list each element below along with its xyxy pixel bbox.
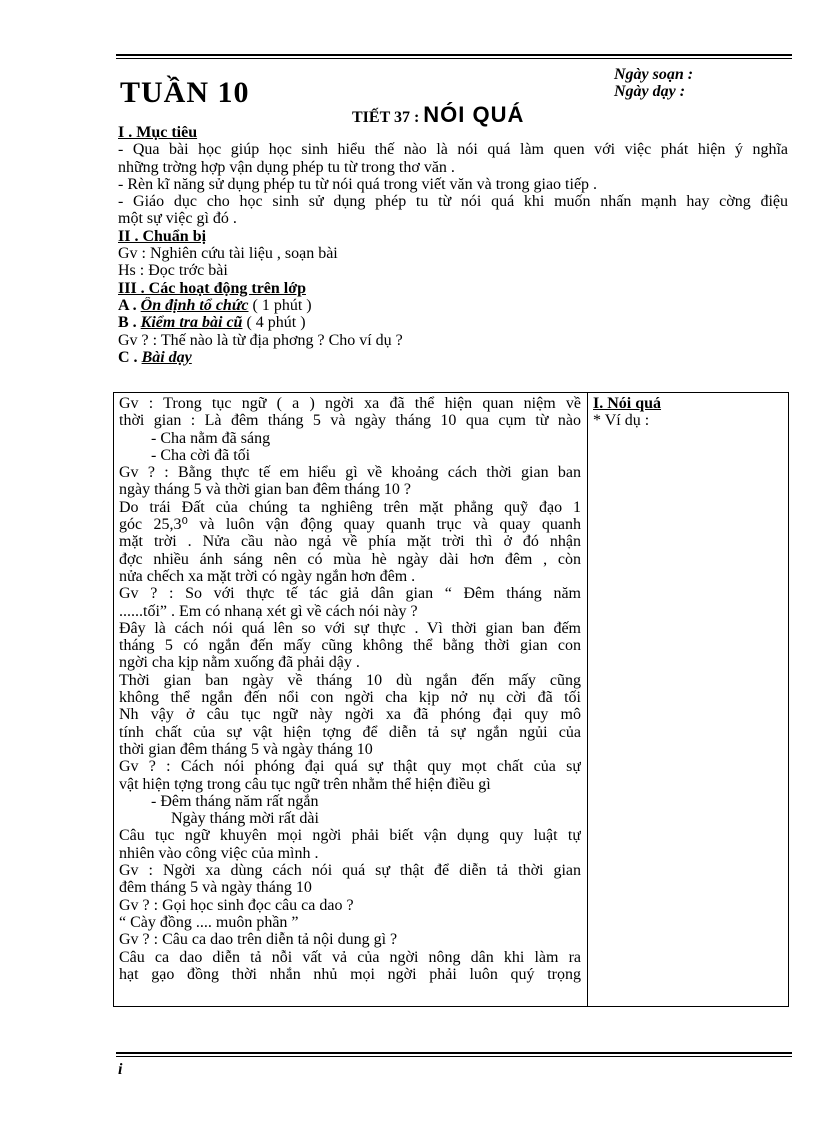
objective-line: - Giáo dục cho học sinh sử dụng phép tu từ nói quá khi muốn nhấn mạnh hay cờng điệu bbox=[118, 193, 788, 211]
table-line: đợc nhiều ánh sáng nên có mùa hè ngày dài hơn đêm , còn bbox=[119, 550, 581, 568]
page-mark: i bbox=[118, 1061, 123, 1078]
table-line: Gv : Trong tục ngữ ( a ) ngời xa đã thể hiện quan niệm về bbox=[119, 395, 581, 412]
table-line: Câu tục ngữ khuyên mọi ngời phải biết vận dụng quy luật tự bbox=[119, 827, 581, 845]
activity-b: B . Kiểm tra bài cũ ( 4 phút ) bbox=[118, 314, 306, 332]
table-line: Đây là cách nói quá lên so với sự thực . Vì thời gian ban đếm bbox=[119, 619, 581, 637]
column-divider bbox=[587, 393, 588, 1006]
review-question: Gv ? : Thế nào là từ địa phơng ? Cho ví dụ ? bbox=[118, 331, 403, 349]
notes-example-label: * Ví dụ : bbox=[593, 412, 650, 430]
objective-line: - Rèn kĩ năng sử dụng phép tu từ nói quá trong viết văn và trong giao tiếp . bbox=[118, 175, 598, 193]
intro-section bbox=[118, 124, 788, 366]
activity-c: C . Bài dạy bbox=[118, 348, 192, 366]
table-line: Câu ca dao diễn tả nỗi vất vả của ngời nông dân khi làm ra bbox=[119, 948, 581, 966]
table-line: - Cha cời đã tối bbox=[151, 446, 251, 464]
notes-column bbox=[593, 395, 783, 430]
preparation-heading: II . Chuẩn bị bbox=[118, 227, 207, 245]
table-line: tháng 5 có ngắn đến mấy cũng không thể bằng thời gian con bbox=[119, 637, 581, 655]
table-line: vật hiện tợng trong câu tục ngữ trên nhằm thể hiện điều gì bbox=[119, 775, 491, 793]
teacher-activity-column bbox=[119, 395, 581, 983]
top-rule-thin bbox=[116, 58, 792, 59]
table-line: Thời gian ban ngày về tháng 10 dù ngắn đến mấy cũng bbox=[119, 671, 581, 689]
table-line: thời gian đêm tháng 5 và ngày tháng 10 bbox=[119, 740, 373, 758]
table-line: ......tối” . Em có nhanạ xét gì về cách nói này ? bbox=[119, 602, 418, 620]
table-line: tính chất của sự vật hiện tợng để diễn tả sự ngắn ngủi của bbox=[119, 723, 581, 741]
objectives-heading: I . Mục tiêu bbox=[118, 124, 198, 141]
preparation-line: Gv : Nghiên cứu tài liệu , soạn bài bbox=[118, 245, 338, 263]
table-line: ngời cha kịp nằm xuống đã phải dậy . bbox=[119, 654, 360, 672]
table-line: Gv : Ngời xa dùng cách nói quá sự thật để diễn tả thời gian bbox=[119, 862, 581, 880]
table-line: “ Cày đồng .... muôn phần ” bbox=[119, 913, 299, 931]
table-line: Do trái Đất của chúng ta nghiêng trên mặt phẳng quỹ đạo 1 bbox=[119, 498, 581, 516]
lesson-table bbox=[113, 392, 789, 1007]
date-prepare: Ngày soạn : bbox=[614, 66, 694, 83]
table-line: hạt gạo đồng thời nhắn nhủ mọi ngời phải luôn quý trọng bbox=[119, 965, 581, 983]
activity-a: A . Ổn định tổ chức ( 1 phút ) bbox=[118, 296, 312, 314]
date-teach: Ngày dạy : bbox=[614, 83, 686, 100]
bottom-rule-thin bbox=[116, 1056, 792, 1057]
table-line: đêm tháng 5 và ngày tháng 10 bbox=[119, 879, 312, 897]
objective-line: những trờng hợp vận dụng phép tu từ trong thơ văn . bbox=[118, 158, 455, 176]
table-line: Gv ? : So với thực tế tác giả dân gian “ Đêm tháng năm bbox=[119, 585, 581, 603]
table-line: góc 25,3⁰ và luôn vận động quay quanh trục và quay quanh bbox=[119, 516, 581, 534]
table-line: Gv ? : Bằng thực tế em hiểu gì về khoảng cách thời gian ban bbox=[119, 464, 581, 482]
table-line: - Đêm tháng năm rất ngắn bbox=[151, 792, 319, 810]
table-line: nhiên vào công việc của mình . bbox=[119, 844, 319, 862]
preparation-line: Hs : Đọc trớc bài bbox=[118, 262, 228, 280]
table-line: Gv ? : Câu ca dao trên diễn tả nội dung gì ? bbox=[119, 931, 398, 949]
table-line: không thể ngắn đến nổi con ngời cha kịp nở nụ cời đã tối bbox=[119, 689, 581, 707]
activities-heading: III . Các hoạt động trên lớp bbox=[118, 279, 306, 297]
date-block bbox=[614, 66, 693, 100]
objective-line: - Qua bài học giúp học sinh hiểu thế nào là nói quá làm quen với việc phát hiện ý nghĩa bbox=[118, 141, 788, 159]
bottom-rule bbox=[116, 1052, 792, 1054]
table-line: Nh vậy ở câu tục ngữ này ngời xa đã phóng đại quy mô bbox=[119, 706, 581, 724]
table-line: Gv ? : Cách nói phóng đại quá sự thật quy mọt chất của sự bbox=[119, 758, 581, 776]
table-line: ngày tháng 5 và thời gian ban đêm tháng 10 ? bbox=[119, 481, 411, 499]
table-line: Ngày tháng mời rất dài bbox=[171, 810, 319, 828]
table-line: thời gian : Là đêm tháng 5 và ngày tháng 10 qua cụm từ nào bbox=[119, 412, 581, 430]
notes-heading: I. Nói quá bbox=[593, 395, 662, 412]
table-line: - Cha nằm đã sáng bbox=[151, 429, 271, 447]
objective-line: một sự việc gì đó . bbox=[118, 210, 237, 228]
week-title: TUẦN 10 bbox=[120, 76, 250, 109]
lesson-title: NÓI QUÁ bbox=[423, 102, 525, 127]
top-rule bbox=[116, 54, 792, 56]
table-line: mặt trời . Nửa cầu nào ngả về phía mặt trời thì ở đó nhận bbox=[119, 533, 581, 551]
table-line: nửa chếch xa mặt trời có ngày ngắn hơn đêm . bbox=[119, 567, 416, 585]
lesson-number: TIẾT 37 : bbox=[352, 109, 420, 126]
table-line: Gv ? : Gọi học sinh đọc câu ca dao ? bbox=[119, 896, 354, 914]
